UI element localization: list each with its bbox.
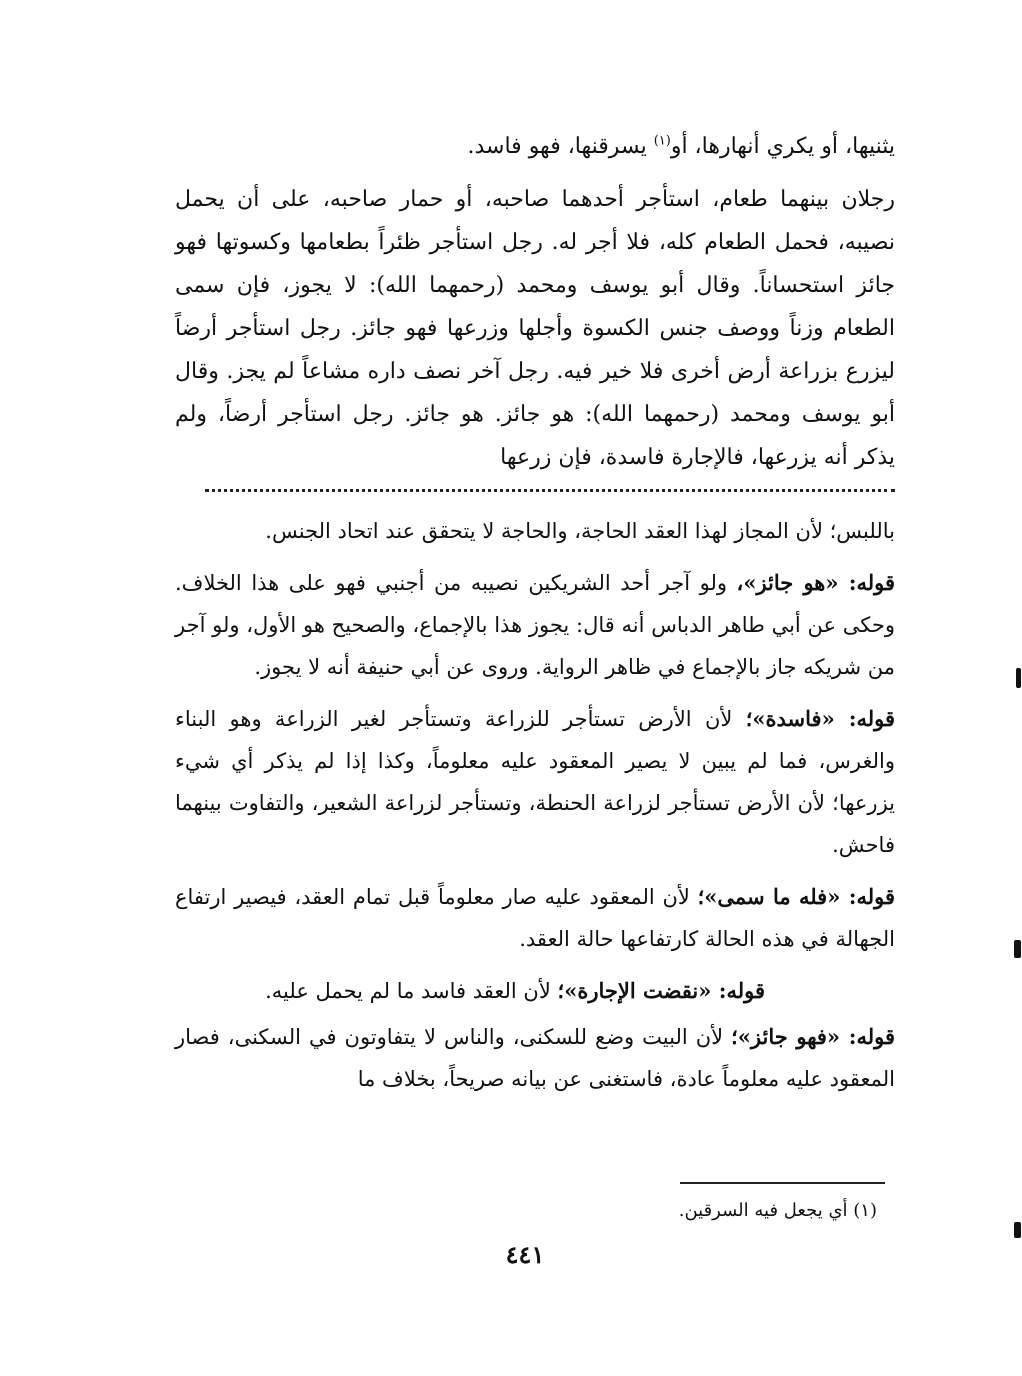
commentary-section	[175, 510, 895, 1100]
commentary-lead: قوله: «هو جائز»،	[736, 570, 895, 595]
scan-edge-mark	[1016, 668, 1021, 688]
first-line-before: يثنيها، أو يكري أنهارها، أو	[670, 134, 895, 159]
commentary-item-5	[175, 1016, 895, 1100]
commentary-item-1	[175, 562, 895, 688]
commentary-lead: قوله: «فاسدة»؛	[745, 706, 895, 731]
dotted-separator	[205, 489, 895, 506]
footnote: (١) أي يجعل فيه السرقين.	[678, 1200, 877, 1221]
commentary-item-3	[175, 876, 895, 960]
main-text	[175, 125, 895, 479]
page-body	[175, 125, 895, 1110]
scan-edge-mark	[1014, 1222, 1021, 1238]
commentary-item-2	[175, 698, 895, 866]
commentary-text: لأن العقد فاسد ما لم يحمل عليه.	[265, 979, 558, 1003]
commentary-text: لأن الأرض تستأجر للزراعة وتستأجر لغير الزراعة وهو البناء والغرس، فما لم يبين لا يصير المعقود عليه معلوماً، وكذا إذا لم يذكر أي شيء يزرعها؛ لأن الأرض تستأجر لزراعة الحنطة، وتستأجر لزراعة الشعير، والتفاوت بينهما فاحش.	[175, 707, 895, 857]
commentary-continuation: باللبس؛ لأن المجاز لهذا العقد الحاجة، والحاجة لا يتحقق عند اتحاد الجنس.	[265, 519, 895, 543]
commentary-item-4	[175, 970, 895, 1012]
footnote-reference: (١)	[653, 133, 671, 149]
first-line-after: يسرقنها، فهو فاسد.	[467, 134, 654, 159]
main-first-line	[175, 125, 895, 168]
commentary-lead: قوله: «فهو جائز»؛	[731, 1024, 895, 1049]
scan-edge-mark	[1014, 940, 1021, 958]
commentary-text: ولو آجر أحد الشريكين نصيبه من أجنبي فهو على هذا الخلاف. وحكى عن أبي طاهر الدباس أنه قال: يجوز هذا بالإجماع، والصحيح هو الأول، ولو آجر من شريكه جاز بالإجماع في ظاهر الرواية. وروى عن أبي حنيفة أنه لا يجوز.	[175, 571, 895, 679]
main-paragraph: رجلان بينهما طعام، استأجر أحدهما صاحبه، أو حمار صاحبه، على أن يحمل نصيبه، فحمل الطعام كله، فلا أجر له. رجل استأجر ظئراً بطعامها وكسوتها فهو جائز استحساناً. وقال أبو يوسف ومحمد (رحمهما الله): لا يجوز، فإن سمى الطعام وزناً ووصف جنس الكسوة وأجلها وزرعها فهو جائز. رجل استأجر أرضاً ليزرع بزراعة أرض أخرى فلا خير فيه. رجل آخر نصف داره مشاعاً لم يجز. وقال أبو يوسف ومحمد (رحمهما الله): هو جائز. هو جائز. رجل استأجر أرضاً، ولم يذكر أنه يزرعها، فالإجارة فاسدة، فإن زرعها	[175, 187, 895, 470]
commentary-text: لأن البيت وضع للسكنى، والناس لا يتفاوتون في السكنى، فصار المعقود عليه معلوماً عادة، فاستغنى عن بيانه صريحاً، بخلاف ما	[175, 1025, 895, 1091]
commentary-lead: قوله: «نقضت الإجارة»؛	[557, 978, 765, 1003]
commentary-lead: قوله: «فله ما سمى»؛	[697, 884, 895, 909]
commentary-text: لأن المعقود عليه صار معلوماً قبل تمام العقد، فيصير ارتفاع الجهالة في هذه الحالة كارتفاعها حالة العقد.	[175, 885, 895, 951]
page-number: ٤٤١	[505, 1240, 545, 1269]
footnote-rule	[680, 1182, 885, 1184]
